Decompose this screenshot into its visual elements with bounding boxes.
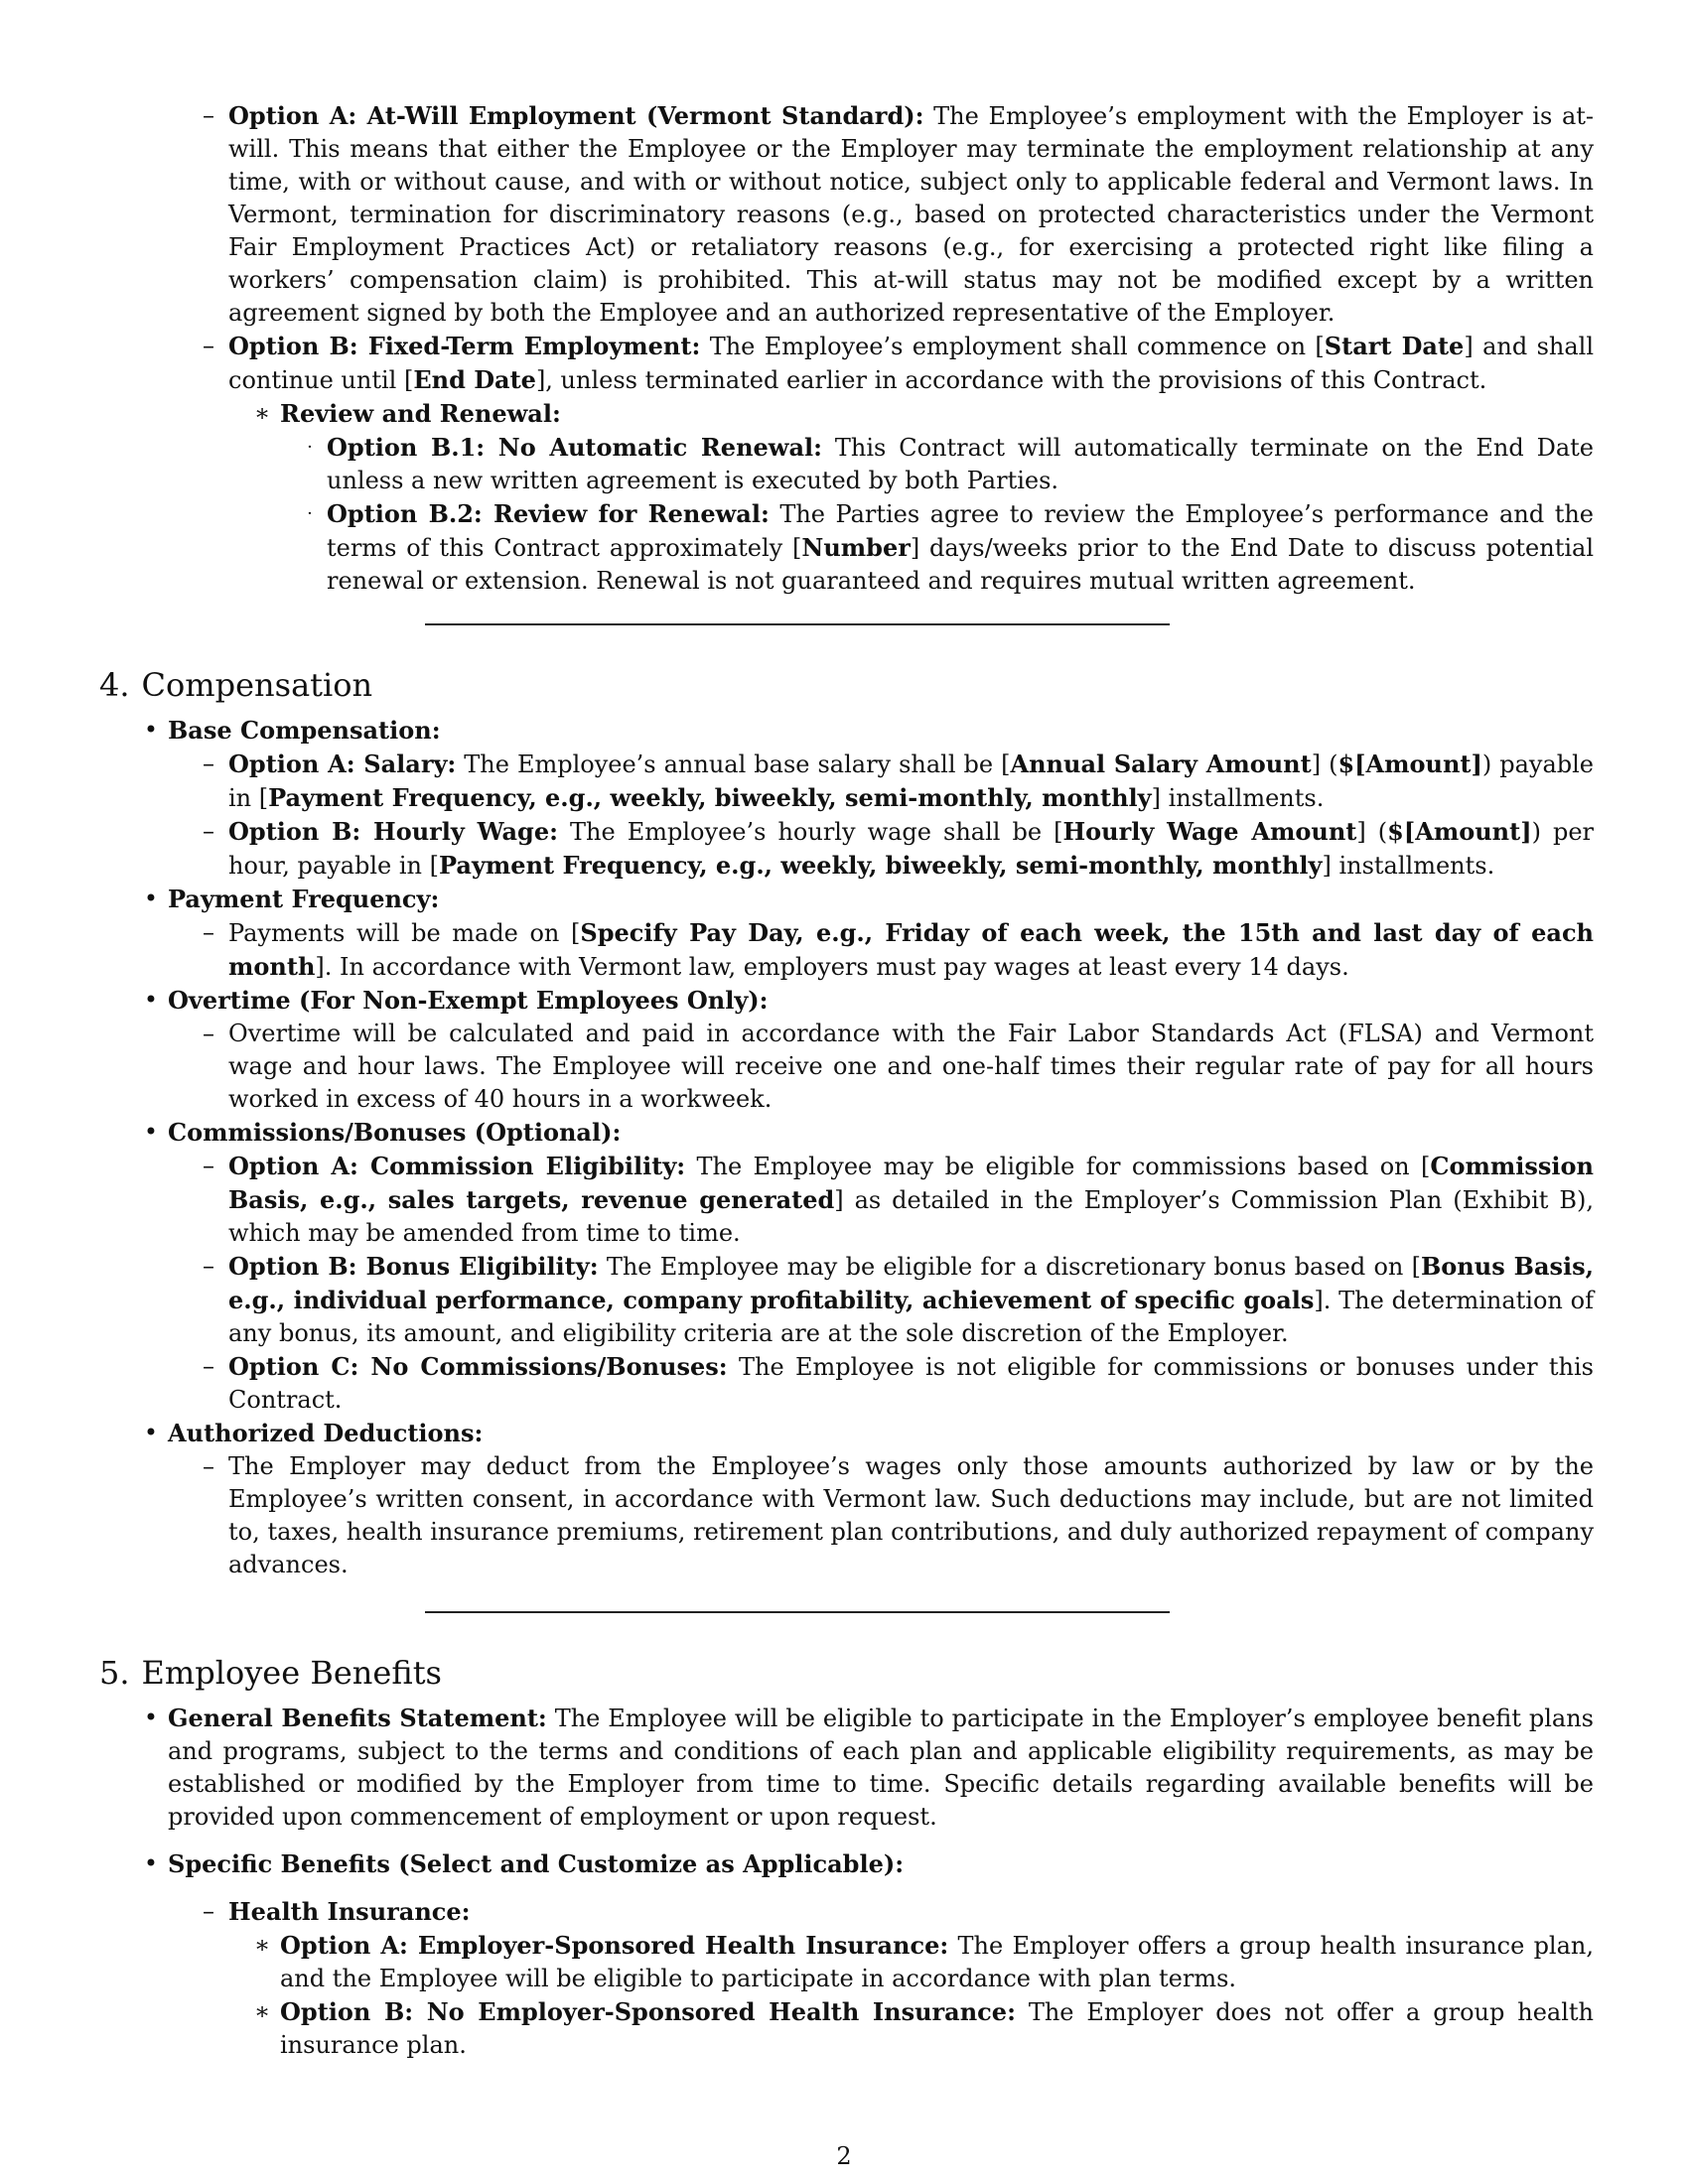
list-item (143, 1847, 1594, 1881)
option-body: ) per hour, payable in [ (228, 818, 1595, 880)
list-item (253, 397, 1594, 431)
section-title: Employee Benefits (141, 1654, 442, 1692)
list-item (203, 748, 1595, 815)
list-item (203, 99, 1595, 330)
option-body: ], unless terminated earlier in accordance with the provisions of this Contract. (535, 366, 1487, 394)
item-title: Health Insurance: (228, 1897, 471, 1926)
dash-marker: – (203, 817, 214, 845)
option-body: The Employer may deduct from the Employee’s wages only those amounts authorized by law or by the Employee’s written consent, in accordance with Vermont law. Such deductions may include, but are not limited to, taxes, health insurance premiums, retirement plan contributions, and duly authorized repayment of company advances. (228, 1452, 1594, 1578)
option-body: Overtime will be calculated and paid in accordance with the Fair Labor Standards Act (FLSA) and Vermont wage and hour laws. The Employee will receive one and one-half times their regular rate of pay for all hours worked in excess of 40 hours in a workweek. (228, 1020, 1594, 1113)
option-title: Option B.1: No Automatic Renewal: (327, 433, 822, 462)
document-page (99, 99, 1594, 2062)
list-item (143, 714, 1594, 748)
list-item (203, 815, 1595, 883)
section-number: 4. (99, 666, 130, 704)
option-title: Option B.2: Review for Renewal: (327, 499, 770, 528)
option-body: ] ( (1356, 818, 1388, 846)
dot-marker: · (307, 503, 313, 524)
bullet-marker: • (143, 986, 159, 1014)
asterisk-marker: ∗ (253, 1931, 271, 1959)
option-title: Option A: Employer-Sponsored Health Insurance: (280, 1931, 949, 1960)
option-title: Option B: Hourly Wage: (228, 817, 558, 846)
option-body: ]. The determination of any bonus, its amount, and eligibility criteria are at the sole discretion of the Employer. (228, 1287, 1594, 1347)
option-body: The Employee may be eligible for a discretionary bonus based on [ (598, 1253, 1421, 1281)
option-body: ] and shall continue until [ (228, 333, 1595, 394)
item-title: Commissions/Bonuses (Optional): (168, 1118, 622, 1147)
placeholder-field: Hourly Wage Amount (1062, 817, 1357, 846)
list-item (253, 1929, 1595, 1995)
bullet-marker: • (143, 716, 159, 744)
dash-marker: – (203, 918, 214, 946)
option-body: The Employee’s employment with the Employer is at-will. This means that either the Employee or the Employer may terminate the employment relationship at any time, with or without cause, and with or without notice, subject only to applicable federal and Vermont laws. In Vermont, termination for discriminatory reasons (e.g., based on protected characteristics under the Vermont Fair Employment Practices Act) or retaliatory reasons (e.g., for exercising a protected right like filing a workers’ compensation claim) is prohibited. This at-will status may not be modified except by a written agreement signed by both the Employee and an authorized representative of the Employer. (228, 102, 1595, 327)
option-body: ) payable in [ (228, 751, 1595, 812)
dash-marker: – (203, 332, 214, 359)
bullet-marker: • (143, 1704, 159, 1731)
dash-marker: – (203, 1452, 214, 1480)
dash-marker: – (203, 101, 214, 129)
bullet-marker: • (143, 1849, 159, 1877)
placeholder-field: Annual Salary Amount (1010, 750, 1312, 778)
list-item (203, 1018, 1594, 1116)
option-body: The Employer offers a group health insurance plan, and the Employee will be eligible to participate in accordance with plan terms. (280, 1932, 1595, 1992)
option-body: ] ( (1311, 751, 1338, 778)
item-title: Overtime (For Non-Exempt Employees Only): (168, 986, 769, 1015)
list-item (203, 1250, 1595, 1350)
bullet-marker: • (143, 1419, 159, 1446)
option-body: The Employee’s annual base salary shall be [ (456, 751, 1011, 778)
list-item (307, 431, 1594, 497)
item-title: Specific Benefits (Select and Customize as Applicable): (168, 1849, 905, 1878)
placeholder-field: Payment Frequency, e.g., weekly, biweekly, semi-monthly, monthly (268, 783, 1152, 812)
option-body: Payments will be made on [ (228, 919, 581, 947)
dash-marker: – (203, 1252, 214, 1280)
option-title: Option C: No Commissions/Bonuses: (228, 1352, 728, 1381)
list-item (253, 1995, 1594, 2062)
section-title: Compensation (141, 666, 373, 704)
option-title: Option B: No Employer-Sponsored Health Insurance: (280, 1997, 1016, 2026)
list-item (203, 1350, 1594, 1417)
placeholder-field: Commission Basis, e.g., sales targets, revenue generated (228, 1152, 1594, 1214)
dash-marker: – (203, 1897, 214, 1925)
dash-marker: – (203, 1020, 214, 1047)
asterisk-marker: ∗ (253, 1997, 271, 2025)
list-item (203, 916, 1595, 984)
list-item (143, 883, 1594, 916)
placeholder-field: Number (801, 533, 911, 562)
list-item (143, 1702, 1594, 1834)
list-item (203, 1150, 1594, 1250)
option-title: Option A: Commission Eligibility: (228, 1152, 686, 1180)
placeholder-field: Payment Frequency, e.g., weekly, biweekly, semi-monthly, monthly (439, 851, 1323, 880)
option-body: The Parties agree to review the Employee’s performance and the terms of this Contract approximately [ (327, 500, 1595, 562)
dot-marker: · (307, 437, 313, 458)
option-title: Option A: At-Will Employment (Vermont Standard): (228, 101, 924, 130)
item-title: Review and Renewal: (280, 399, 561, 428)
placeholder-field: $[Amount] (1337, 750, 1482, 778)
list-item (143, 1116, 1594, 1150)
placeholder-field: Start Date (1324, 332, 1465, 360)
option-body: The Employee will be eligible to participate in the Employer’s employee benefit plans and programs, subject to the terms and conditions of each plan and applicable eligibility requirements, as may be established or modified by the Employer from time to time. Specific details regarding available benefits will be provided upon commencement of employment or upon request. (168, 1705, 1594, 1831)
placeholder-field: End Date (413, 365, 536, 394)
option-body: The Employee’s hourly wage shall be [ (557, 818, 1063, 846)
list-item (203, 1895, 1594, 1929)
section-heading (99, 1654, 1594, 1692)
list-item (307, 497, 1595, 598)
item-title: General Benefits Statement: (168, 1704, 547, 1732)
bullet-marker: • (143, 885, 159, 912)
section-number: 5. (99, 1654, 130, 1692)
option-body: ] days/weeks prior to the End Date to discuss potential renewal or extension. Renewal is not guaranteed and requires mutual written agreement. (327, 534, 1594, 595)
option-title: Option B: Bonus Eligibility: (228, 1252, 599, 1281)
option-body: ]. In accordance with Vermont law, employers must pay wages at least every 14 days. (315, 953, 1349, 981)
option-body: ] installments. (1322, 852, 1495, 880)
list-item (143, 984, 1594, 1018)
placeholder-field: Bonus Basis, e.g., individual performance, company profitability, achievement of specific goals (228, 1252, 1595, 1314)
placeholder-field: $[Amount] (1387, 817, 1532, 846)
item-title: Payment Frequency: (168, 885, 440, 913)
asterisk-marker: ∗ (253, 399, 271, 427)
section-divider (425, 623, 1170, 625)
option-title: Option A: Salary: (228, 750, 457, 778)
section-heading (99, 666, 1594, 704)
option-body: The Employer does not offer a group health insurance plan. (280, 1998, 1594, 2059)
dash-marker: – (203, 750, 214, 777)
dash-marker: – (203, 1152, 214, 1179)
dash-marker: – (203, 1352, 214, 1380)
list-item (203, 330, 1595, 397)
option-title: Option B: Fixed-Term Employment: (228, 332, 701, 360)
option-body: The Employee may be eligible for commissions based on [ (685, 1153, 1431, 1180)
option-body: This Contract will automatically terminate on the End Date unless a new written agreement is executed by both Parties. (327, 434, 1594, 494)
list-item (143, 1417, 1594, 1450)
list-item (203, 1450, 1594, 1581)
section-divider (425, 1611, 1170, 1613)
option-body: The Employee is not eligible for commissions or bonuses under this Contract. (228, 1353, 1594, 1414)
option-body: The Employee’s employment shall commence on [ (700, 333, 1325, 360)
page-number: 2 (836, 2142, 852, 2170)
item-title: Authorized Deductions: (168, 1419, 484, 1447)
placeholder-field: Specify Pay Day, e.g., Friday of each week, the 15th and last day of each month (228, 918, 1595, 981)
item-title: Base Compensation: (168, 716, 441, 745)
bullet-marker: • (143, 1118, 159, 1146)
option-body: ] installments. (1151, 784, 1325, 812)
option-body: ] as detailed in the Employer’s Commission Plan (Exhibit B), which may be amended from time to time. (228, 1186, 1594, 1247)
